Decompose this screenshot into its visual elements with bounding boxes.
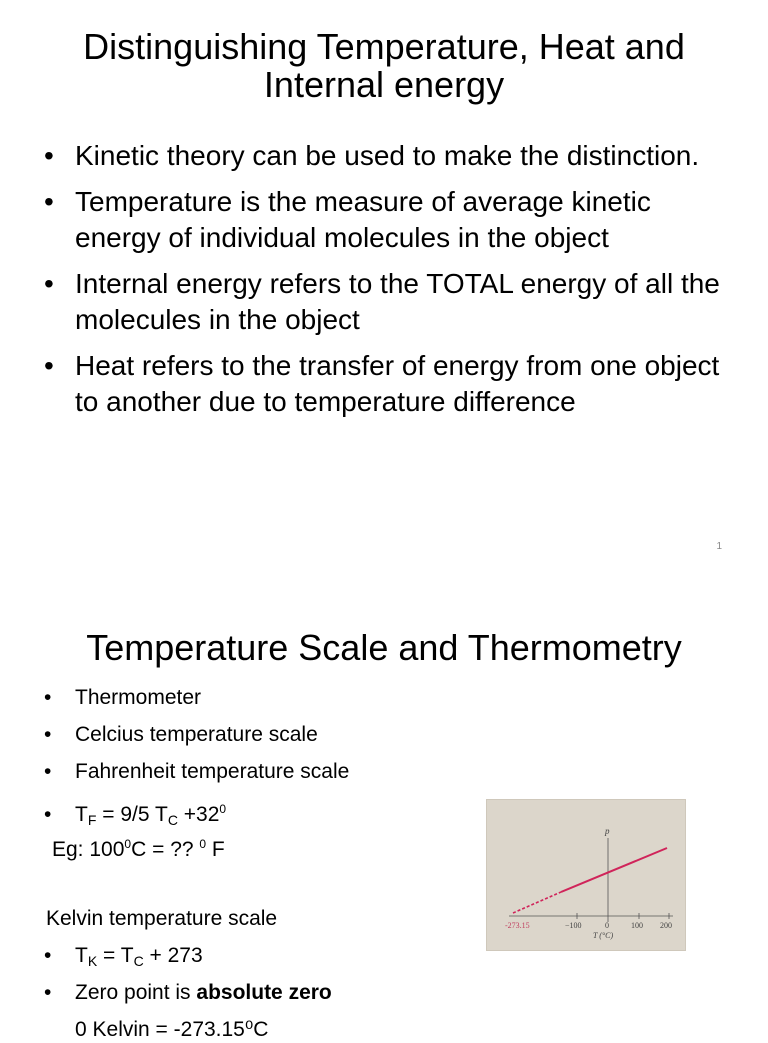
bullet-item: • Internal energy refers to the TOTAL energy of all the molecules in the object — [44, 266, 734, 338]
bullet-item: • Heat refers to the transfer of energy from one object to another due to temperature difference — [44, 348, 734, 420]
title-line-2: Internal energy — [263, 64, 505, 105]
slide-2-title: Temperature Scale and Thermometry — [86, 627, 682, 668]
tick-label: 200 — [660, 921, 672, 930]
t-axis-label: T (°C) — [593, 931, 614, 940]
page-number: 1 — [716, 541, 722, 552]
pressure-line — [561, 848, 667, 892]
bullet-celcius: • Celcius temperature scale — [44, 723, 318, 746]
formula-kelvin: • $T_K = T_C + 273$ — [44, 944, 203, 969]
slide-2 — [0, 572, 768, 1041]
formula-fahrenheit: • $T_F = 9/5$ $T_C +32^0$ — [44, 802, 227, 828]
tick-label: −100 — [565, 921, 582, 930]
pressure-temperature-plot — [487, 800, 685, 950]
extrapolated-line — [513, 892, 561, 913]
p-axis-label: p — [605, 826, 610, 836]
tick-label: 100 — [631, 921, 643, 930]
title-line-1: Distinguishing Temperature, Heat and — [83, 26, 685, 67]
bullet-thermometer: • Thermometer — [44, 686, 202, 709]
bullet-fahrenheit: • Fahrenheit temperature scale — [44, 760, 350, 783]
bullet-item: • Temperature is the measure of average kinetic energy of individual molecules in the object — [44, 184, 734, 256]
zero-point: • Zero point is absolute zero — [44, 981, 332, 1004]
bullet-item: • Kinetic theory can be used to make the distinction. — [44, 138, 734, 174]
kelvin-heading: Kelvin temperature scale — [46, 907, 278, 930]
tick-label: 0 — [605, 921, 609, 930]
slide-1-bullets — [44, 138, 734, 430]
tick-label: -273.15 — [505, 921, 530, 930]
partial-line: 0 Kelvin = -273.15⁰C — [75, 1018, 269, 1041]
example-line: Eg: $100^0C$ = ?? $^0$ F — [52, 837, 225, 861]
slide-1-title — [0, 28, 768, 104]
pressure-temperature-figure — [486, 799, 686, 951]
